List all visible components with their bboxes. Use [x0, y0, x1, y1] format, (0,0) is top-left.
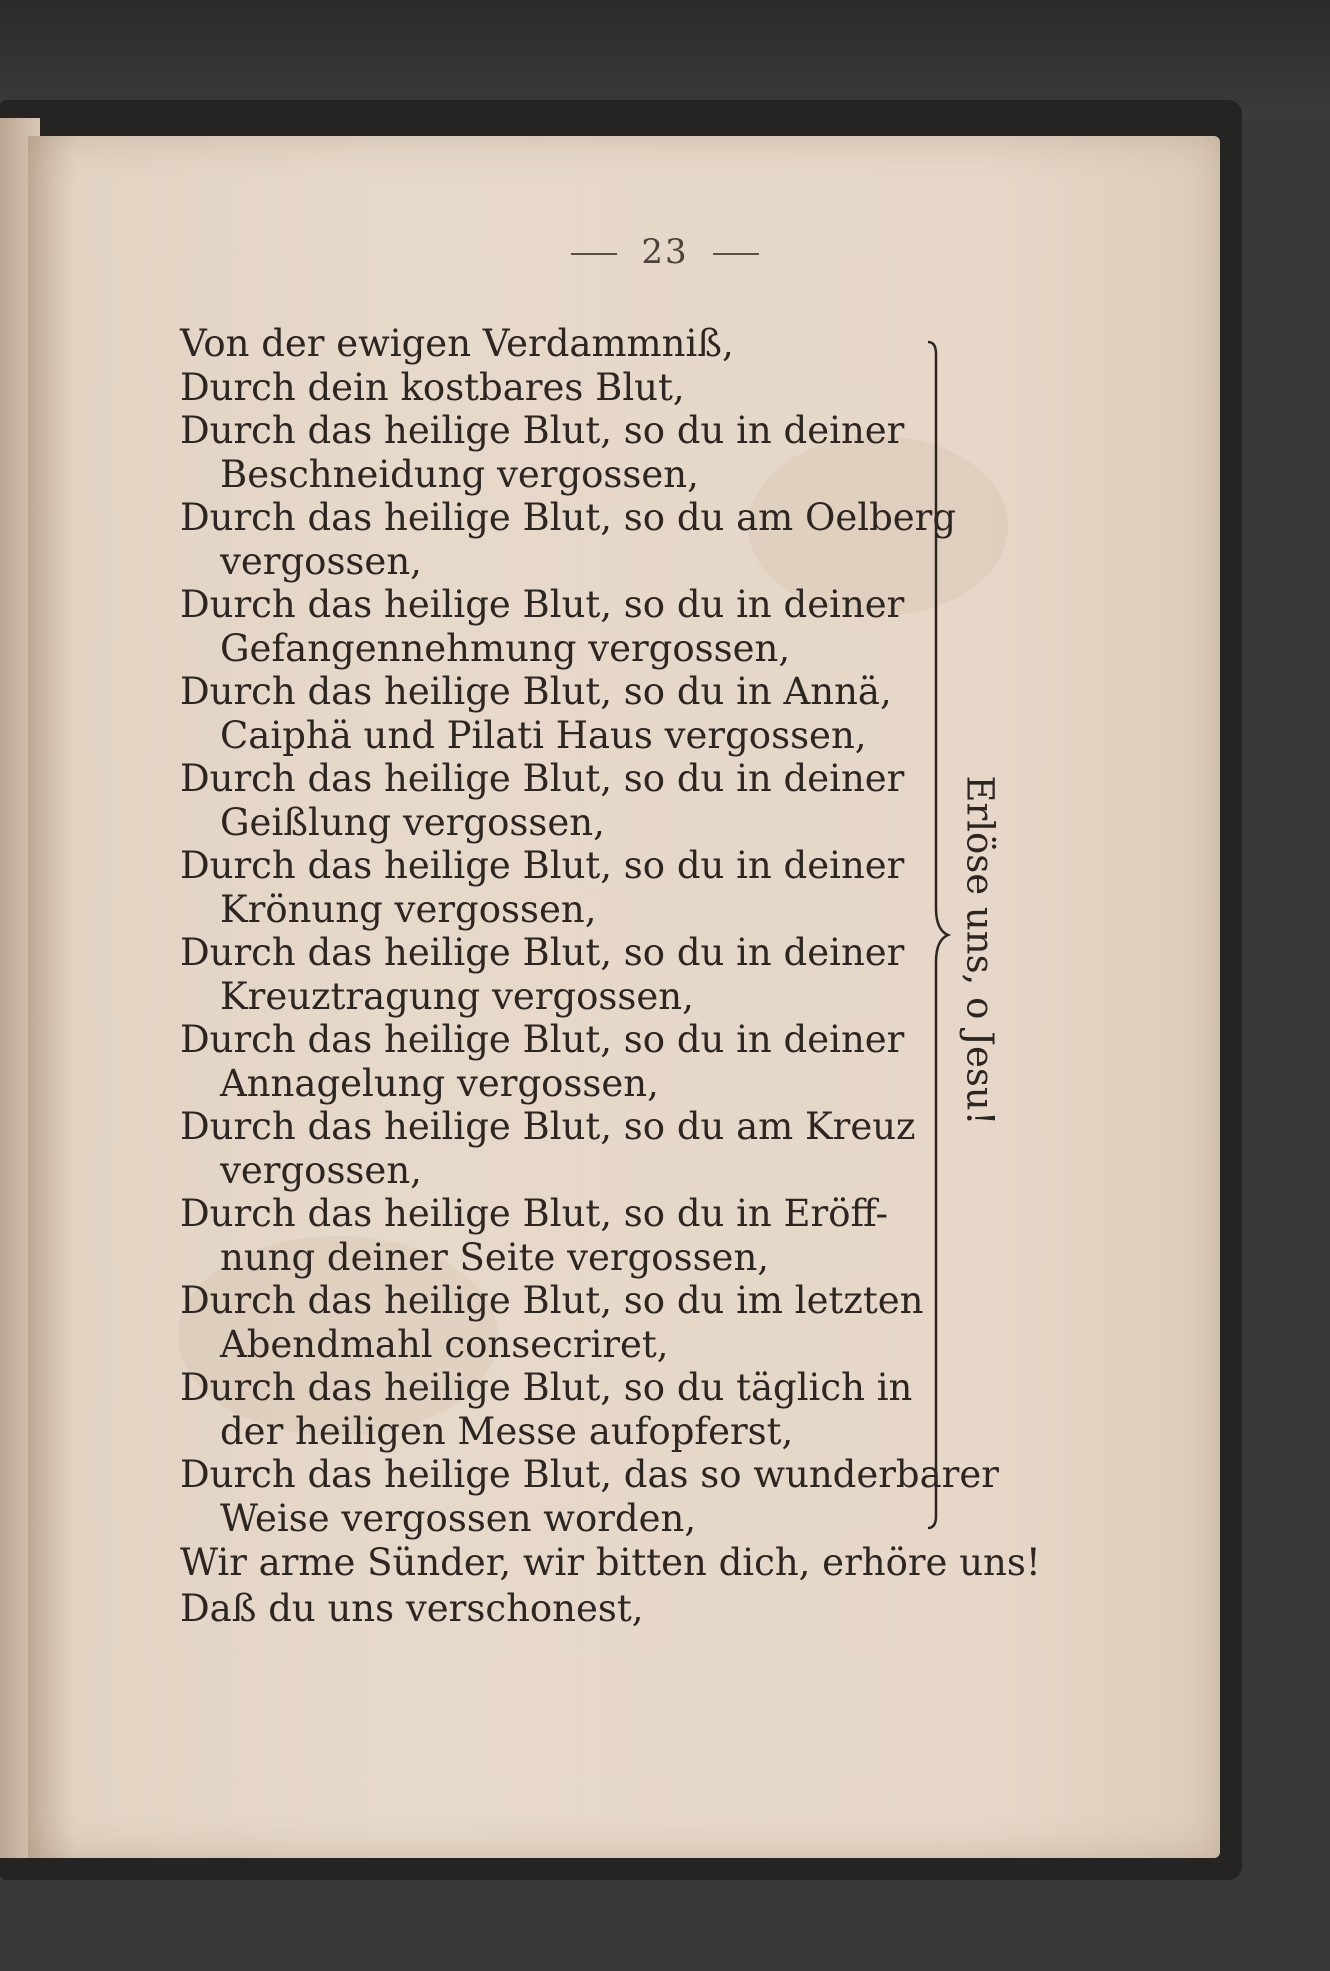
litany-line: Krönung vergossen, — [220, 887, 597, 931]
page-number-text: 23 — [641, 232, 689, 272]
litany-line: der heiligen Messe aufopferst, — [220, 1409, 794, 1453]
litany-line: Beschneidung vergossen, — [220, 452, 699, 496]
litany-line: Durch das heilige Blut, so du in deiner — [180, 844, 905, 887]
litany-line: Geißlung vergossen, — [220, 800, 605, 844]
litany-line: Durch das heilige Blut, so du in Annä, — [180, 670, 892, 713]
litany-line: vergossen, — [220, 1148, 422, 1192]
litany-line: nung deiner Seite vergossen, — [220, 1235, 770, 1279]
litany-line: Durch das heilige Blut, so du in Eröff- — [180, 1192, 888, 1235]
litany-line: Durch das heilige Blut, so du in deiner — [180, 409, 905, 452]
litany-line: Durch das heilige Blut, so du am Oelberg — [180, 496, 957, 539]
litany-line: Durch das heilige Blut, so du in deiner — [180, 757, 905, 800]
litany-line: Durch das heilige Blut, so du in deiner — [180, 583, 905, 626]
side-response — [945, 760, 1015, 1140]
litany-line: Durch dein kostbares Blut, — [180, 365, 685, 409]
closing-lines — [180, 1540, 1041, 1632]
litany-line: Von der ewigen Verdammniß, — [180, 322, 734, 365]
litany-line: Durch das heilige Blut, so du in deiner — [180, 931, 905, 974]
litany-line: Caiphä und Pilati Haus vergossen, — [220, 713, 867, 757]
dash-left — [571, 253, 617, 255]
litany-line: vergossen, — [220, 539, 422, 583]
side-response-text: Erlöse uns, o Jesu! — [958, 774, 1002, 1126]
litany-line: Abendmahl consecriret, — [220, 1322, 669, 1366]
litany-line: Durch das heilige Blut, so du am Kreuz — [180, 1105, 916, 1148]
litany-line: Gefangennehmung vergossen, — [220, 626, 791, 670]
litany-line: Durch das heilige Blut, so du im letzten — [180, 1279, 924, 1322]
dash-right — [713, 253, 759, 255]
closing-line: Wir arme Sünder, wir bitten dich, erhöre uns! — [180, 1541, 1041, 1584]
page-number — [0, 232, 1330, 272]
litany-line: Durch das heilige Blut, so du täglich in — [180, 1366, 913, 1409]
litany-line: Kreuztragung vergossen, — [220, 974, 694, 1018]
litany-line: Annagelung vergossen, — [220, 1061, 659, 1105]
closing-line: Daß du uns verschonest, — [180, 1587, 644, 1630]
litany-line: Durch das heilige Blut, das so wunderbarer — [180, 1453, 999, 1496]
litany-line: Durch das heilige Blut, so du in deiner — [180, 1018, 905, 1061]
litany-line: Weise vergossen worden, — [220, 1496, 697, 1540]
